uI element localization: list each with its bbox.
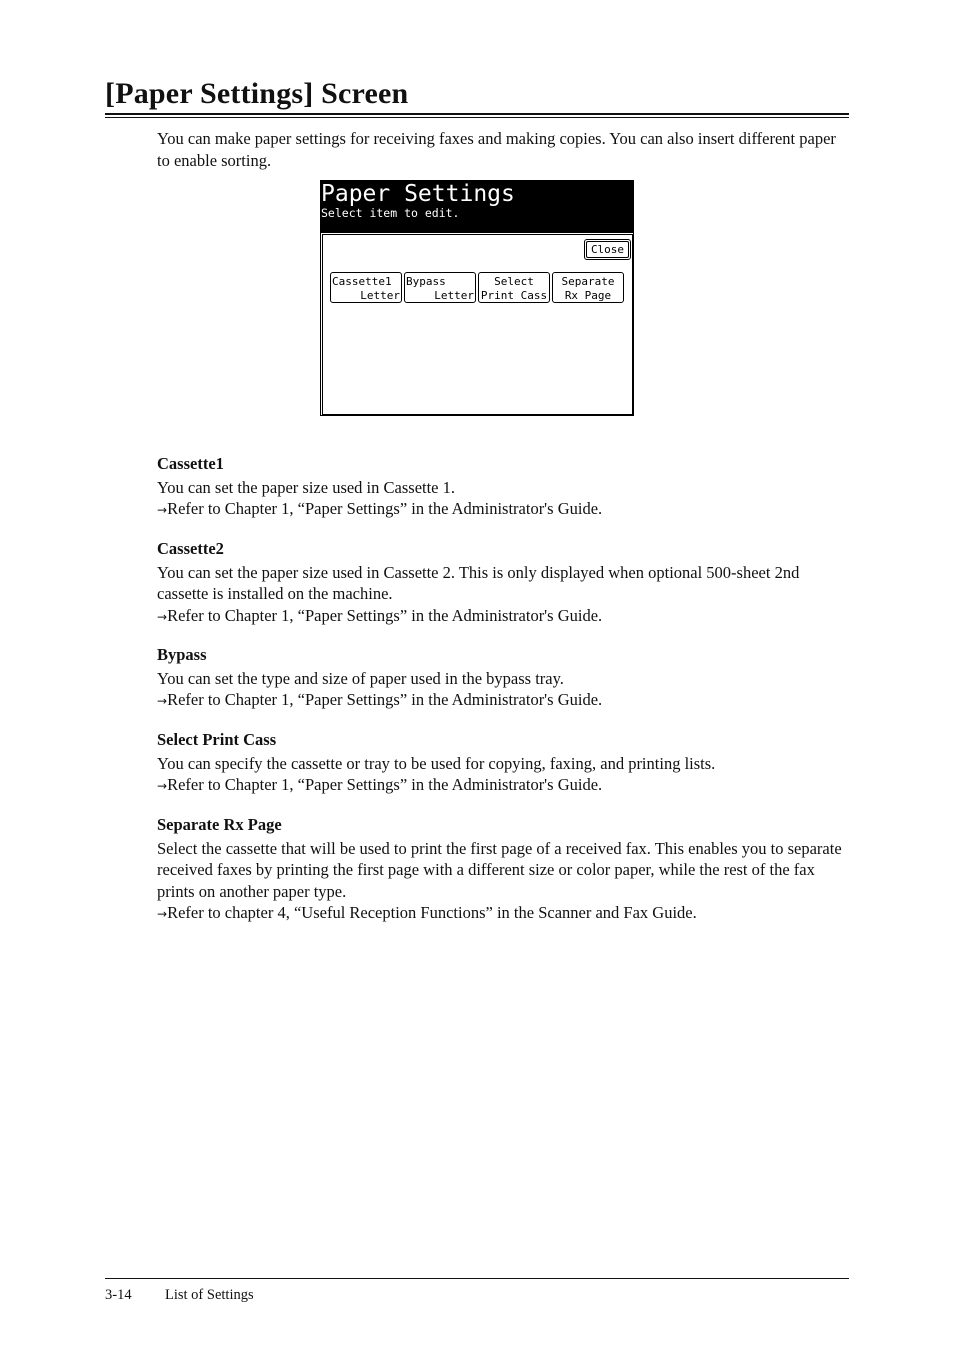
bypass-button[interactable] — [404, 272, 476, 303]
section-heading: Separate Rx Page — [157, 815, 282, 834]
footer-rule — [105, 1278, 849, 1279]
section-ref: Refer to chapter 4, “Useful Reception Functions” in the Scanner and Fax Guide. — [167, 902, 697, 922]
separate-rx-page-button-line2: Rx Page — [564, 289, 612, 302]
bypass-button-label: Bypass — [406, 275, 446, 288]
separate-rx-page-button-line1: Separate — [561, 275, 615, 288]
section-body: You can specify the cassette or tray to be used for copying, faxing, and printing lists. →Refer to Chapter 1, “Paper Settings” in the Administrator's Guide. — [157, 754, 716, 795]
section-heading: Cassette2 — [157, 539, 224, 558]
lcd-subtitle: Select item to edit. — [321, 206, 460, 220]
section-select-print-cass — [157, 729, 847, 798]
bypass-button-value: Letter — [434, 289, 474, 302]
title-rule-thin — [105, 117, 849, 118]
select-print-cass-button-line2: Print Cass — [480, 289, 548, 302]
separate-rx-page-button[interactable] — [552, 272, 624, 303]
page-title: [Paper Settings] Screen — [105, 77, 409, 110]
section-body: You can set the type and size of paper used in the bypass tray. →Refer to Chapter 1, “Paper Settings” in the Administrator's Guide. — [157, 669, 603, 710]
section-ref: Refer to Chapter 1, “Paper Settings” in the Administrator's Guide. — [167, 775, 603, 795]
footer-section-label: List of Settings — [165, 1287, 254, 1303]
cassette1-button-value: Letter — [360, 289, 400, 302]
close-button-label: Close — [590, 243, 625, 256]
section-separate-rx-page — [157, 814, 847, 925]
arrow-right-icon: → — [157, 906, 168, 921]
section-body: Select the cassette that will be used to print the first page of a received fax. This enables you to separate received faxes by printing the first page with a different size or color paper, while the rest of the fax prints on another paper type. →Refer to chapter 4, “Useful Reception Functions” in the Scanner and Fax Guide. — [157, 839, 842, 922]
section-ref: Refer to Chapter 1, “Paper Settings” in the Administrator's Guide. — [167, 605, 603, 625]
lcd-body — [320, 232, 634, 416]
lcd-screen — [320, 180, 634, 416]
title-rule — [105, 113, 849, 115]
arrow-right-icon: → — [157, 694, 168, 709]
select-print-cass-button-line1: Select — [494, 275, 534, 288]
section-heading: Bypass — [157, 645, 207, 664]
section-body: You can set the paper size used in Cassette 2. This is only displayed when optional 500-sheet 2nd cassette is installed on the machine. →Refer to Chapter 1, “Paper Settings” in the Administrator's Guide. — [157, 563, 800, 625]
close-button[interactable] — [584, 239, 631, 260]
section-bypass — [157, 644, 847, 713]
arrow-right-icon: → — [157, 503, 168, 518]
section-body: You can set the paper size used in Cassette 1. →Refer to Chapter 1, “Paper Settings” in the Administrator's Guide. — [157, 478, 603, 519]
cassette1-button[interactable] — [330, 272, 402, 303]
lcd-header — [320, 180, 634, 232]
cassette1-button-label: Cassette1 — [332, 275, 392, 288]
section-heading: Cassette1 — [157, 454, 224, 473]
section-cassette1 — [157, 453, 847, 522]
section-heading: Select Print Cass — [157, 730, 277, 749]
arrow-right-icon: → — [157, 609, 168, 624]
select-print-cass-button[interactable] — [478, 272, 550, 303]
lcd-title: Paper Settings — [321, 181, 515, 207]
section-ref: Refer to Chapter 1, “Paper Settings” in the Administrator's Guide. — [167, 690, 603, 710]
arrow-right-icon: → — [157, 779, 168, 794]
page-number: 3-14 — [105, 1287, 132, 1303]
section-cassette2 — [157, 538, 847, 628]
intro-paragraph: You can make paper settings for receiving faxes and making copies. You can also insert different paper to enable sorting. — [157, 129, 836, 170]
section-ref: Refer to Chapter 1, “Paper Settings” in the Administrator's Guide. — [167, 499, 603, 519]
